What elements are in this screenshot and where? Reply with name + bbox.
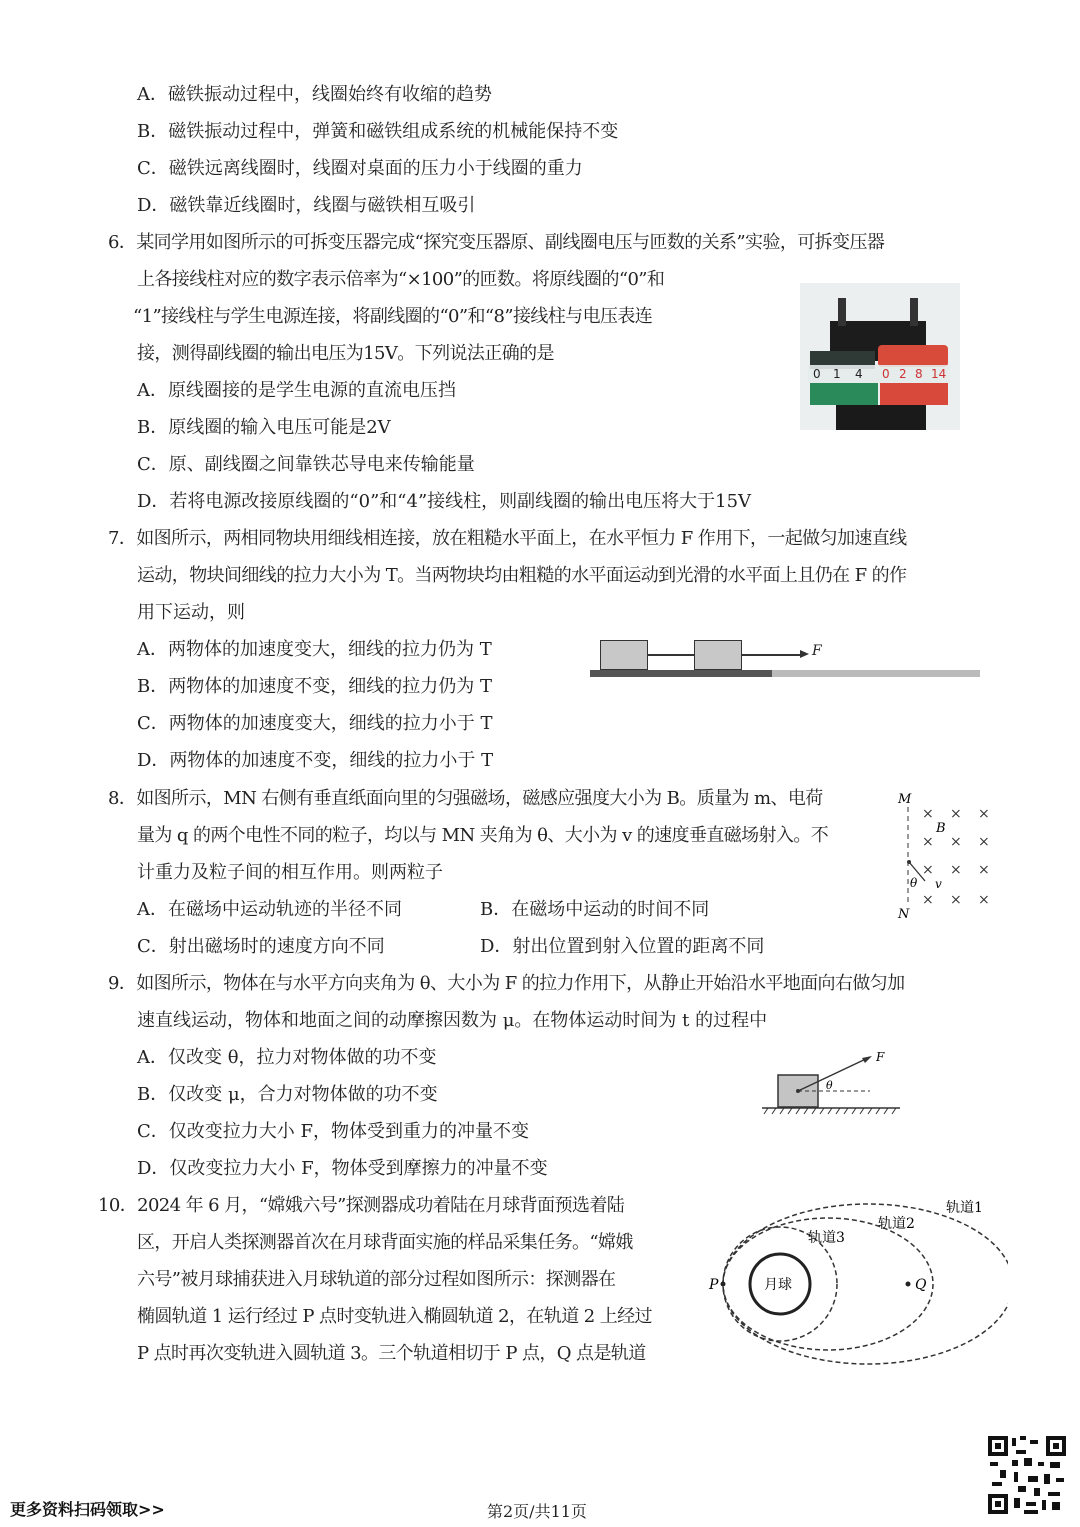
q9-stem-line: 9．如图所示，物体在与水平方向夹角为 θ、大小为 F 的拉力作用下，从静止开始沿水平地面向右做匀加 [108,973,905,994]
q8-option-b: B．在磁场中运动的时间不同 [480,899,710,920]
q7-stem-line: 7．如图所示，两相同物块用细线相连接，放在粗糙水平面上，在水平恒力 F 作用下，一起做匀加速直线 [108,528,907,549]
cross-mark: × [978,806,990,822]
q5-option-d: D．磁铁靠近线圈时，线圈与磁铁相互吸引 [137,195,476,216]
cross-mark: × [950,834,962,850]
terminal-label: 2 [899,367,907,381]
orbit-1-label: 轨道1 [946,1200,983,1216]
q7-stem-line: 运动，物块间细线的拉力大小为 T。当两物块均由粗糙的水平面运动到光滑的水平面上且仍在 F 的作 [137,565,907,586]
cross-mark: × [922,862,934,878]
moon-label: 月球 [764,1277,792,1293]
transformer-photo [800,283,960,430]
pulled-block-figure [758,1045,908,1117]
terminal-label: 4 [855,367,863,381]
q5-option-b: B．磁铁振动过程中，弹簧和磁铁组成系统的机械能保持不变 [137,121,619,142]
cross-mark: × [950,806,962,822]
cross-mark: × [922,806,934,822]
angle-theta-label: θ [910,876,918,890]
cross-mark: × [950,862,962,878]
q9-option-a: A．仅改变 θ，拉力对物体做的功不变 [137,1047,437,1068]
q6-option-c: C．原、副线圈之间靠铁芯导电来传输能量 [137,454,475,475]
q6-stem-line: “1”接线柱与学生电源连接，将副线圈的“0”和“8”接线柱与电压表连 [133,306,653,327]
orbit-diagram [708,1192,1008,1372]
q10-stem-line: 10．2024 年 6 月，“嫦娥六号”探测器成功着陆在月球背面预选着陆 [98,1195,625,1216]
cross-mark: × [978,834,990,850]
q9-option-c: C．仅改变拉力大小 F，物体受到重力的冲量不变 [137,1121,529,1142]
point-n-label: N [898,907,910,922]
qr-code [988,1436,1066,1514]
q9-stem-line: 速直线运动，物体和地面之间的动摩擦因数为 μ。在物体运动时间为 t 的过程中 [137,1010,768,1031]
q6-stem-line: 6．某同学用如图所示的可拆变压器完成“探究变压器原、副线圈电压与匝数的关系”实验，可拆变压器 [108,232,885,253]
cross-mark: × [978,862,990,878]
cross-mark: × [978,892,990,908]
q7-option-a: A．两物体的加速度变大，细线的拉力仍为 T [137,639,492,660]
force-label: F [876,1050,885,1064]
orbit-2-label: 轨道2 [878,1216,915,1232]
q7-stem-line: 用下运动，则 [137,602,245,623]
terminal-label: 0 [813,367,821,381]
q6-stem-line: 接，测得副线圈的输出电压为15V。下列说法正确的是 [137,343,554,364]
footer-promo-text: 更多资料扫码领取>> [10,1500,165,1519]
q8-option-d: D．射出位置到射入位置的距离不同 [480,936,765,957]
terminal-label: 8 [915,367,923,381]
q10-stem-line: 六号”被月球捕获进入月球轨道的部分过程如图所示：探测器在 [137,1269,616,1290]
orbit-3-label: 轨道3 [808,1230,845,1246]
q6-option-a: A．原线圈接的是学生电源的直流电压挡 [137,380,456,401]
field-b-label: B [936,821,946,836]
q9-option-d: D．仅改变拉力大小 F，物体受到摩擦力的冲量不变 [137,1158,548,1179]
angle-theta-label: θ [826,1079,833,1092]
q7-option-d: D．两物体的加速度不变，细线的拉力小于 T [137,750,494,771]
point-p-label: P [709,1277,719,1293]
q8-stem-line: 8．如图所示，MN 右侧有垂直纸面向里的匀强磁场，磁感应强度大小为 B。质量为 m、电荷 [108,788,823,809]
force-arrow [798,1057,870,1091]
q8-stem-line: 量为 q 的两个电性不同的粒子，均以与 MN 夹角为 θ、大小为 v 的速度垂直磁场射入。不 [137,825,829,846]
q8-option-c: C．射出磁场时的速度方向不同 [137,936,385,957]
q5-option-a: A．磁铁振动过程中，线圈始终有收缩的趋势 [137,84,492,105]
q9-option-b: B．仅改变 μ，合力对物体做的功不变 [137,1084,438,1105]
point-m-label: M [898,792,912,807]
q5-option-c: C．磁铁远离线圈时，线圈对桌面的压力小于线圈的重力 [137,158,583,179]
q10-stem-line: 区，开启人类探测器首次在月球背面实施的样品采集任务。“嫦娥 [137,1232,633,1253]
terminal-label: 1 [833,367,841,381]
page-number: 第2页/共11页 [487,1502,587,1521]
q6-option-b: B．原线圈的输入电压可能是2V [137,417,391,438]
q10-stem-line: P 点时再次变轨进入圆轨道 3。三个轨道相切于 P 点，Q 点是轨道 [137,1343,646,1364]
magnetic-field-figure [888,785,998,925]
two-blocks-figure [590,638,980,678]
q8-stem-line: 计重力及粒子间的相互作用。则两粒子 [137,862,443,883]
cross-mark: × [922,892,934,908]
force-label: F [812,643,822,659]
cross-mark: × [922,834,934,850]
terminal-label: 0 [882,367,890,381]
q10-stem-line: 椭圆轨道 1 运行经过 P 点时变轨进入椭圆轨道 2，在轨道 2 上经过 [137,1306,652,1327]
point-q-label: Q [915,1277,927,1293]
q6-stem-line: 上各接线柱对应的数字表示倍率为“×100”的匝数。将原线圈的“0”和 [137,269,665,290]
q7-option-b: B．两物体的加速度不变，细线的拉力仍为 T [137,676,492,697]
q7-option-c: C．两物体的加速度变大，细线的拉力小于 T [137,713,493,734]
cross-mark: × [950,892,962,908]
q8-option-a: A．在磁场中运动轨迹的半径不同 [137,899,402,920]
q6-option-d: D．若将电源改接原线圈的“0”和“4”接线柱，则副线圈的输出电压将大于15V [137,491,752,512]
terminal-label: 14 [931,367,947,381]
velocity-v-label: v [935,877,942,891]
